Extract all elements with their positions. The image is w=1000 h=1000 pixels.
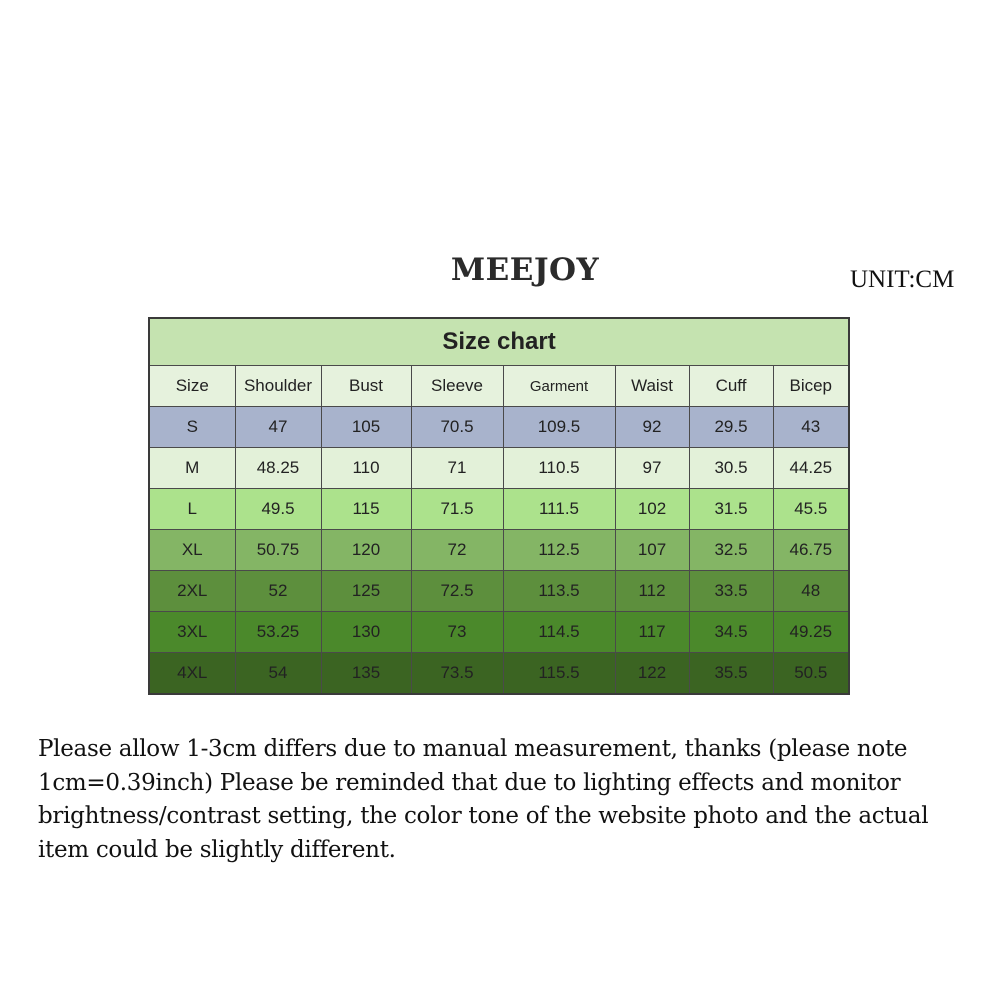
table-cell: 71 bbox=[411, 448, 503, 489]
table-row bbox=[149, 530, 849, 571]
size-cell: M bbox=[149, 448, 235, 489]
size-cell: L bbox=[149, 489, 235, 530]
table-header-row bbox=[149, 366, 849, 407]
table-row bbox=[149, 407, 849, 448]
table-cell: 50.5 bbox=[773, 653, 849, 695]
table-cell: 31.5 bbox=[689, 489, 773, 530]
column-header: Sleeve bbox=[411, 366, 503, 407]
table-cell: 105 bbox=[321, 407, 411, 448]
table-row bbox=[149, 653, 849, 695]
table-cell: 30.5 bbox=[689, 448, 773, 489]
size-cell: 4XL bbox=[149, 653, 235, 695]
table-row bbox=[149, 448, 849, 489]
table-cell: 29.5 bbox=[689, 407, 773, 448]
table-cell: 34.5 bbox=[689, 612, 773, 653]
column-header: Shoulder bbox=[235, 366, 321, 407]
unit-label: UNIT:CM bbox=[850, 266, 955, 293]
table-cell: 70.5 bbox=[411, 407, 503, 448]
size-cell: XL bbox=[149, 530, 235, 571]
table-row bbox=[149, 489, 849, 530]
column-header: Bust bbox=[321, 366, 411, 407]
table-cell: 73 bbox=[411, 612, 503, 653]
table-cell: 72 bbox=[411, 530, 503, 571]
table-cell: 111.5 bbox=[503, 489, 615, 530]
table-cell: 33.5 bbox=[689, 571, 773, 612]
size-chart-table bbox=[148, 317, 850, 695]
table-cell: 122 bbox=[615, 653, 689, 695]
table-row bbox=[149, 571, 849, 612]
table-cell: 115 bbox=[321, 489, 411, 530]
table-cell: 115.5 bbox=[503, 653, 615, 695]
table-cell: 44.25 bbox=[773, 448, 849, 489]
table-cell: 48 bbox=[773, 571, 849, 612]
table-row bbox=[149, 612, 849, 653]
table-cell: 48.25 bbox=[235, 448, 321, 489]
brand-title: MEEJOY bbox=[450, 252, 600, 288]
table-cell: 35.5 bbox=[689, 653, 773, 695]
table-cell: 117 bbox=[615, 612, 689, 653]
measurement-note: Please allow 1-3cm differs due to manual measurement, thanks (please note 1cm=0.39inch) Please be reminded that due to lighting effects and monitor brightness/contrast setting, the color tone of the website photo and the actual item could be slightly different. bbox=[38, 736, 929, 863]
table-title: Size chart bbox=[149, 318, 849, 366]
size-cell: 2XL bbox=[149, 571, 235, 612]
table-cell: 130 bbox=[321, 612, 411, 653]
table-cell: 47 bbox=[235, 407, 321, 448]
table-cell: 53.25 bbox=[235, 612, 321, 653]
table-cell: 54 bbox=[235, 653, 321, 695]
table-cell: 110.5 bbox=[503, 448, 615, 489]
column-header: Size bbox=[149, 366, 235, 407]
column-header: Waist bbox=[615, 366, 689, 407]
column-header: Bicep bbox=[773, 366, 849, 407]
table-cell: 102 bbox=[615, 489, 689, 530]
table-cell: 107 bbox=[615, 530, 689, 571]
table-cell: 71.5 bbox=[411, 489, 503, 530]
table-cell: 109.5 bbox=[503, 407, 615, 448]
table-cell: 135 bbox=[321, 653, 411, 695]
table-cell: 52 bbox=[235, 571, 321, 612]
table-cell: 114.5 bbox=[503, 612, 615, 653]
table-cell: 110 bbox=[321, 448, 411, 489]
table-cell: 125 bbox=[321, 571, 411, 612]
table-cell: 43 bbox=[773, 407, 849, 448]
column-header: Garment bbox=[503, 366, 615, 407]
size-cell: 3XL bbox=[149, 612, 235, 653]
table-cell: 112 bbox=[615, 571, 689, 612]
table-cell: 92 bbox=[615, 407, 689, 448]
table-cell: 112.5 bbox=[503, 530, 615, 571]
table-cell: 113.5 bbox=[503, 571, 615, 612]
table-cell: 45.5 bbox=[773, 489, 849, 530]
table-cell: 49.5 bbox=[235, 489, 321, 530]
table-cell: 50.75 bbox=[235, 530, 321, 571]
table-cell: 73.5 bbox=[411, 653, 503, 695]
table-cell: 46.75 bbox=[773, 530, 849, 571]
table-cell: 97 bbox=[615, 448, 689, 489]
column-header: Cuff bbox=[689, 366, 773, 407]
size-cell: S bbox=[149, 407, 235, 448]
table-cell: 49.25 bbox=[773, 612, 849, 653]
table-cell: 32.5 bbox=[689, 530, 773, 571]
table-body bbox=[149, 407, 849, 695]
table-cell: 72.5 bbox=[411, 571, 503, 612]
table-cell: 120 bbox=[321, 530, 411, 571]
